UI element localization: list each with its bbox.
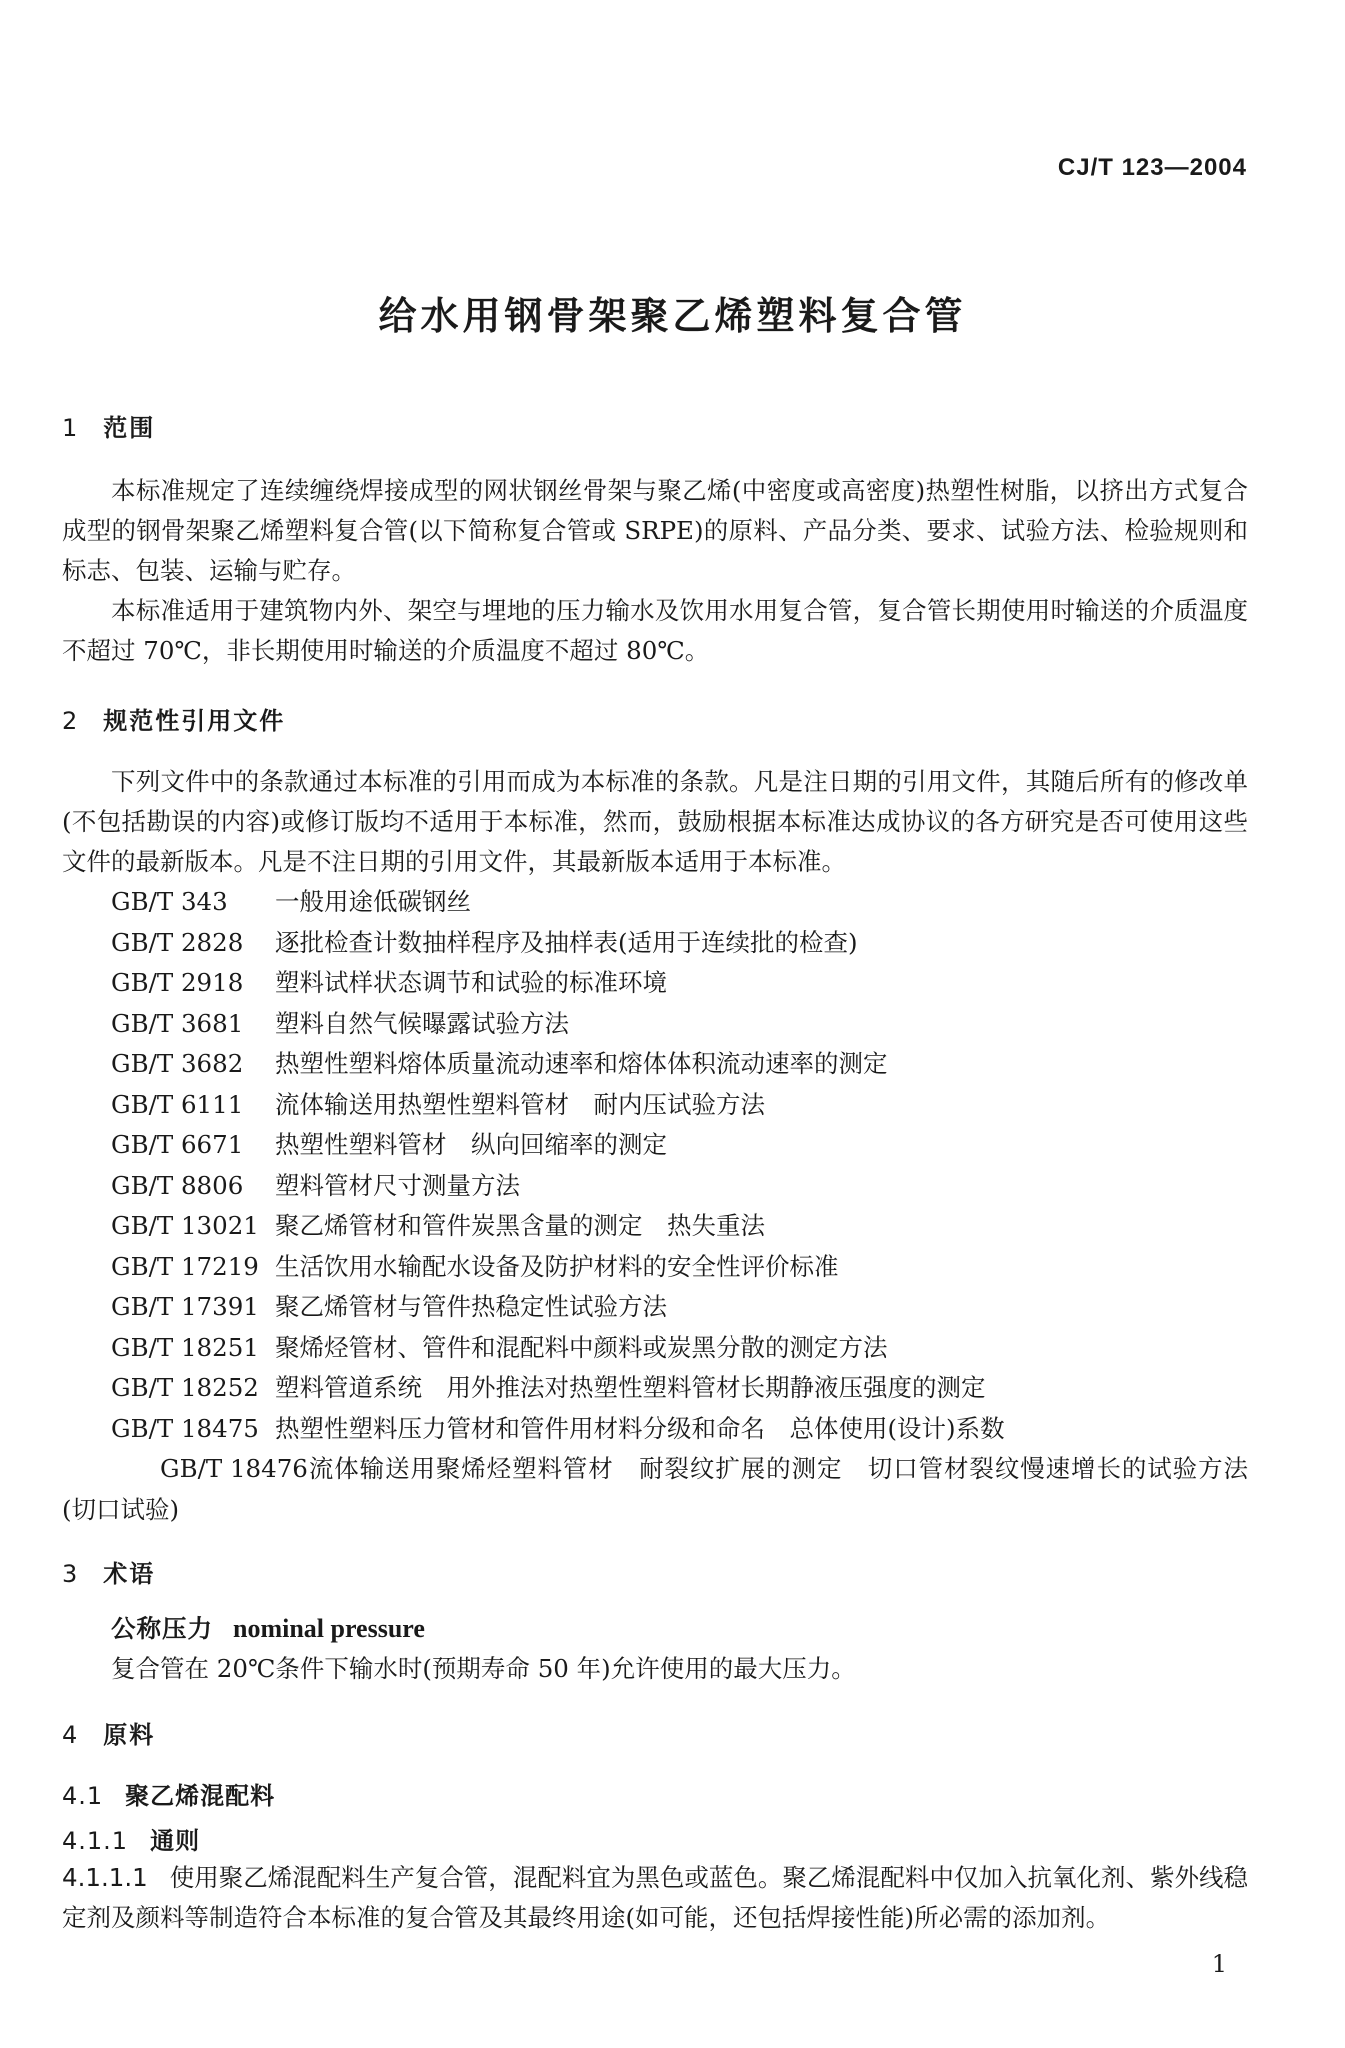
subsection-4-1-1-heading (62, 1821, 1248, 1856)
reference-item (62, 1247, 1248, 1288)
section-title: 规范性引用文件 (103, 707, 286, 735)
reference-item (62, 882, 1248, 923)
reference-item (62, 923, 1248, 964)
reference-title: 热塑性塑料熔体质量流动速率和熔体体积流动速率的测定 (275, 1049, 888, 1078)
reference-code: GB/T 3682 (111, 1049, 244, 1078)
page-number: 1 (1211, 1950, 1227, 1978)
reference-item (62, 1368, 1248, 1409)
section-1-heading (62, 408, 1248, 443)
section-1-paragraph-1: 本标准规定了连续缠绕焊接成型的网状钢丝骨架与聚乙烯(中密度或高密度)热塑性树脂，以挤出方式复合成型的钢骨架聚乙烯塑料复合管(以下简称复合管或 SRPE)的原料、产品分类、要求、试验方法、检验规则和标志、包装、运输与贮存。 (62, 476, 1248, 585)
section-number: 4 (62, 1721, 78, 1749)
reference-title: 塑料试样状态调节和试验的标准环境 (275, 968, 667, 997)
clause-number: 4.1.1.1 (62, 1863, 148, 1892)
reference-code: GB/T 17219 (111, 1251, 259, 1281)
section-title: 范围 (103, 414, 156, 442)
reference-title: 流体输送用热塑性塑料管材 耐内压试验方法 (275, 1089, 765, 1119)
reference-title: 流体输送用聚烯烃塑料管材 耐裂纹扩展的测定 切口管材裂纹慢速增长的试验方法(切口试验) (62, 1454, 1248, 1524)
reference-item (62, 1449, 1248, 1530)
section-title: 原料 (103, 1721, 156, 1749)
document-title: 给水用钢骨架聚乙烯塑料复合管 (378, 294, 967, 338)
reference-code: GB/T 17391 (111, 1292, 259, 1321)
reference-title: 塑料管道系统 用外推法对热塑性塑料管材长期静液压强度的测定 (275, 1373, 986, 1402)
reference-title: 热塑性塑料管材 纵向回缩率的测定 (275, 1130, 667, 1159)
section-number: 3 (62, 1560, 78, 1588)
reference-code: GB/T 18475 (111, 1413, 259, 1443)
section-title: 术语 (103, 1560, 156, 1588)
reference-title: 生活饮用水输配水设备及防护材料的安全性评价标准 (275, 1251, 839, 1281)
subsection-title: 聚乙烯混配料 (125, 1782, 276, 1810)
reference-code: GB/T 18476 (160, 1454, 308, 1483)
document-body (62, 408, 1248, 1938)
reference-title: 一般用途低碳钢丝 (275, 887, 471, 916)
section-number: 1 (62, 414, 78, 442)
reference-item (62, 1328, 1248, 1369)
reference-code: GB/T 2828 (111, 927, 244, 957)
reference-code: GB/T 343 (111, 887, 228, 916)
reference-item (62, 1409, 1248, 1450)
reference-item (62, 1206, 1248, 1247)
reference-code: GB/T 8806 (111, 1170, 244, 1200)
section-number: 2 (62, 707, 78, 735)
reference-item (62, 1044, 1248, 1085)
reference-title: 热塑性塑料压力管材和管件用材料分级和命名 总体使用(设计)系数 (275, 1413, 1005, 1443)
reference-code: GB/T 18252 (111, 1373, 259, 1402)
section-3-heading (62, 1554, 1248, 1589)
reference-item (62, 1085, 1248, 1126)
term-chinese: 公称压力 (111, 1614, 213, 1643)
reference-code: GB/T 2918 (111, 968, 244, 997)
subsection-number: 4.1.1 (62, 1827, 129, 1855)
standard-number: CJ/T 123—2004 (1057, 154, 1247, 181)
clause-4-1-1-1 (62, 1858, 1248, 1938)
term-definition: 复合管在 20℃条件下输水时(预期寿命 50 年)允许使用的最大压力。 (111, 1654, 856, 1683)
term-english: nominal pressure (233, 1614, 425, 1643)
reference-code: GB/T 6671 (111, 1130, 244, 1159)
clause-text: 使用聚乙烯混配料生产复合管，混配料宜为黑色或蓝色。聚乙烯混配料中仅加入抗氧化剂、紫外线稳定剂及颜料等制造符合本标准的复合管及其最终用途(如可能，还包括焊接性能)所必需的添加剂。 (62, 1863, 1248, 1932)
reference-code: GB/T 13021 (111, 1211, 259, 1240)
reference-item (62, 963, 1248, 1004)
section-4-heading (62, 1715, 1248, 1750)
section-1-paragraph-2: 本标准适用于建筑物内外、架空与埋地的压力输水及饮用水用复合管，复合管长期使用时输送的介质温度不超过 70℃，非长期使用时输送的介质温度不超过 80℃。 (62, 596, 1248, 665)
reference-item (62, 1004, 1248, 1045)
reference-list (62, 882, 1248, 1530)
reference-title: 塑料管材尺寸测量方法 (275, 1170, 520, 1200)
reference-title: 聚烯烃管材、管件和混配料中颜料或炭黑分散的测定方法 (275, 1332, 888, 1362)
reference-title: 塑料自然气候曝露试验方法 (275, 1008, 569, 1038)
section-2-paragraph-1: 下列文件中的条款通过本标准的引用而成为本标准的条款。凡是注日期的引用文件，其随后所有的修改单(不包括勘误的内容)或修订版均不适用于本标准，然而，鼓励根据本标准达成协议的各方研究是否可使用这些文件的最新版本。凡是不注日期的引用文件，其最新版本适用于本标准。 (62, 767, 1248, 876)
reference-title: 聚乙烯管材和管件炭黑含量的测定 热失重法 (275, 1211, 765, 1240)
subsection-title: 通则 (150, 1827, 201, 1855)
section-2-heading (62, 701, 1248, 736)
reference-item (62, 1166, 1248, 1207)
reference-title: 聚乙烯管材与管件热稳定性试验方法 (275, 1292, 667, 1321)
reference-title: 逐批检查计数抽样程序及抽样表(适用于连续批的检查) (275, 927, 858, 957)
subsection-4-1-heading (62, 1776, 1248, 1811)
subsection-number: 4.1 (62, 1782, 104, 1810)
reference-code: GB/T 18251 (111, 1332, 259, 1362)
reference-item (62, 1287, 1248, 1328)
reference-code: GB/T 3681 (111, 1008, 244, 1038)
reference-code: GB/T 6111 (111, 1089, 244, 1119)
term-entry (62, 1609, 1248, 1649)
reference-item (62, 1125, 1248, 1166)
